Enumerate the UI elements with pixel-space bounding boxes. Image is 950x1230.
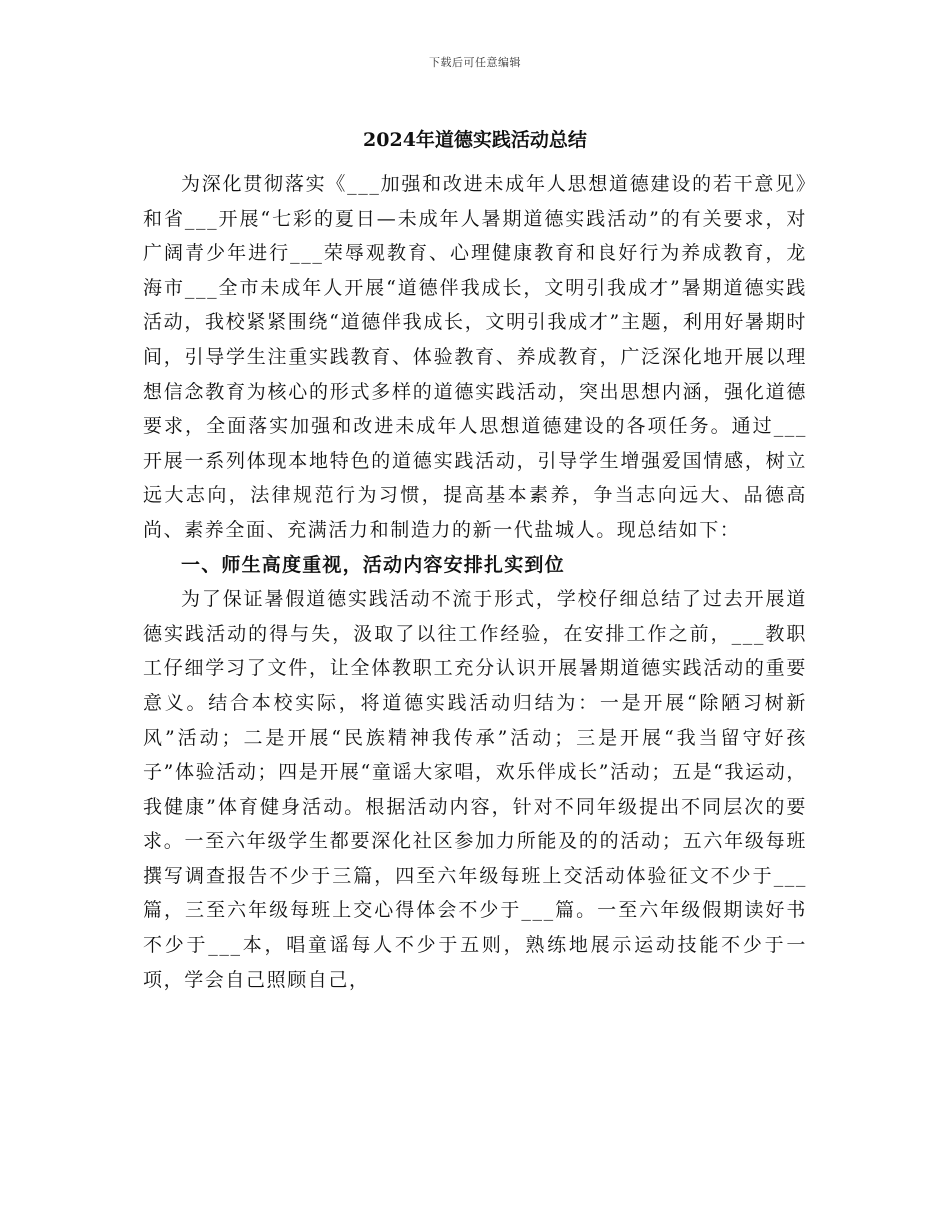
header-note: 下载后可任意编辑: [429, 56, 521, 69]
document-title: 2024年道德实践活动总结: [363, 129, 587, 151]
section-1-paragraph: 为了保证暑假道德实践活动不流于形式，学校仔细总结了过去开展道德实践活动的得与失，汲取了以往工作经验，在安排工作之前，___教职工仔细学习了文件，让全体教职工充分认识开展暑期道德实践活动的重要意义。结合本校实际，将道德实践活动归结为：一是开展“除陋习树新风”活动；二是开展“民族精神我传承”活动；三是开展“我当留守好孩子”体验活动；四是开展“童谣大家唱，欢乐伴成长”活动；五是“我运动，我健康”体育健身活动。根据活动内容，针对不同年级提出不同层次的要求。一至六年级学生都要深化社区参加力所能及的的活动；五六年级每班撰写调查报告不少于三篇，四至六年级每班上交活动体验征文不少于___篇，三至六年级每班上交心得体会不少于___篇。一至六年级假期读好书不少于___本，唱童谣每人不少于五则，熟练地展示运动技能不少于一项，学会自己照顾自己，: [143, 588, 807, 991]
intro-paragraph: 为深化贯彻落实《___加强和改进未成年人思想道德建设的若干意见》和省___开展“七彩的夏日—未成年人暑期道德实践活动”的有关要求，对广阔青少年进行___荣辱观教育、心理健康教育和良好行为养成教育，龙海市___全市未成年人开展“道德伴我成长，文明引我成才”暑期道德实践活动，我校紧紧围绕“道德伴我成长，文明引我成才”主题，利用好暑期时间，引导学生注重实践教育、体验教育、养成教育，广泛深化地开展以理想信念教育为核心的形式多样的道德实践活动，突出思想内涵，强化道德要求，全面落实加强和改进未成年人思想道德建设的各项任务。通过___开展一系列体现本地特色的道德实践活动，引导学生增强爱国情感，树立远大志向，法律规范行为习惯，提高基本素养，争当志向远大、品德高尚、素养全面、充满活力和制造力的新一代盐城人。现总结如下：: [143, 173, 807, 541]
section-heading-1: 一、师生高度重视，活动内容安排扎实到位: [181, 553, 565, 576]
document-body: [143, 167, 807, 997]
